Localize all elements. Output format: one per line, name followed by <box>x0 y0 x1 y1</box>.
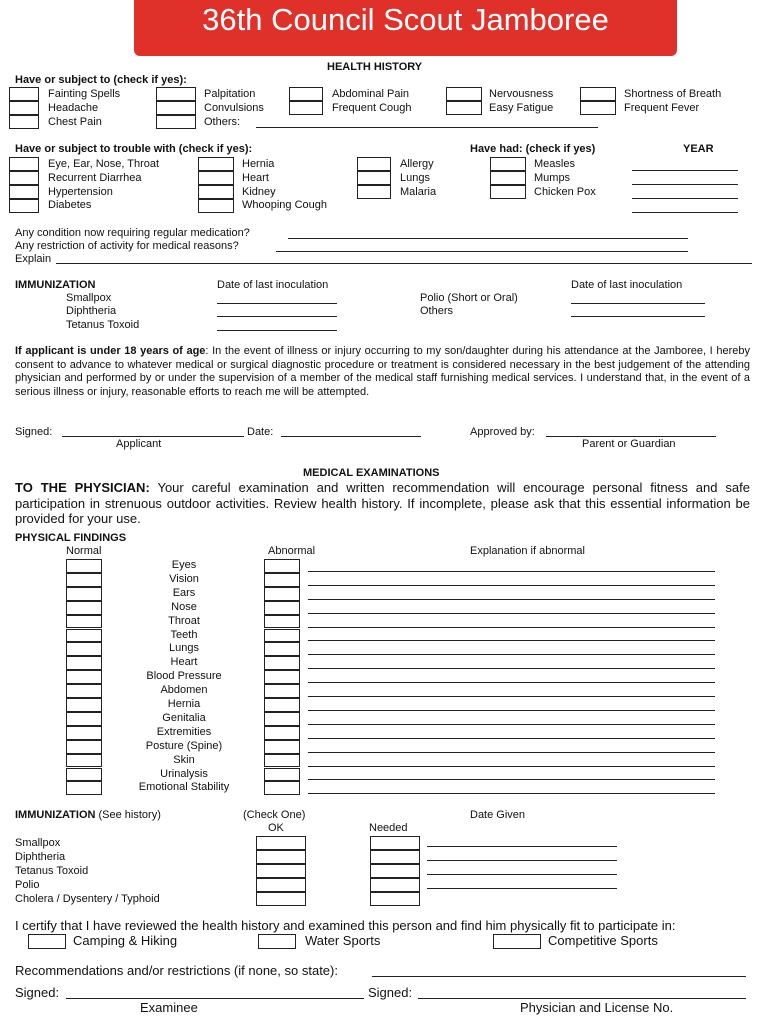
explanation-line[interactable] <box>308 571 715 572</box>
checkbox-palpitation[interactable] <box>156 87 196 101</box>
label-polio: Polio (Short or Oral) <box>420 292 518 304</box>
date-given-header: Date Given <box>470 809 526 821</box>
explanation-line[interactable] <box>308 627 715 628</box>
abnormal-checkbox[interactable] <box>264 559 300 573</box>
abnormal-checkbox[interactable] <box>264 781 300 795</box>
normal-checkbox[interactable] <box>66 768 102 782</box>
finding-label: Lungs <box>169 642 199 655</box>
abnormal-checkbox[interactable] <box>264 768 300 782</box>
label-smallpox: Smallpox <box>66 292 112 304</box>
consent-paragraph <box>15 345 750 399</box>
checkbox-easy-fatigue[interactable] <box>446 101 482 115</box>
abnormal-checkbox[interactable] <box>264 698 300 712</box>
label-water-sports: Water Sports <box>305 933 381 948</box>
checkbox-frequent-fever[interactable] <box>580 101 616 115</box>
immunization2-label: Diphtheria <box>15 851 66 863</box>
abnormal-checkbox[interactable] <box>264 684 300 698</box>
label-recurrent-diarrhea: Recurrent Diarrhea <box>48 172 142 184</box>
ok-checkbox[interactable] <box>256 878 306 892</box>
label-whooping-cough: Whooping Cough <box>242 199 328 211</box>
form-title: 36th Council Scout Jamboree <box>202 2 609 37</box>
label-others-immunization: Others <box>420 305 454 317</box>
year-mumps-line[interactable] <box>632 184 738 185</box>
abnormal-checkbox[interactable] <box>264 642 300 656</box>
label-chicken-pox: Chicken Pox <box>534 186 596 198</box>
explanation-line[interactable] <box>308 766 715 767</box>
normal-header: Normal <box>66 545 102 557</box>
recommendations-line[interactable] <box>372 976 746 977</box>
finding-label: Extremities <box>156 725 212 738</box>
subject-to-label: Have or subject to (check if yes): <box>15 74 187 86</box>
physician-signature-line[interactable] <box>418 998 746 999</box>
signed-label-examinee: Signed: <box>15 985 60 1000</box>
ok-checkbox[interactable] <box>256 892 306 906</box>
applicant-signature-line[interactable] <box>62 436 244 437</box>
ok-checkbox[interactable] <box>256 850 306 864</box>
label-measles: Measles <box>534 158 575 170</box>
checkbox-measles[interactable] <box>490 157 526 171</box>
label-others: Others: <box>204 116 241 128</box>
finding-label: Abdomen <box>160 684 208 697</box>
date-line[interactable] <box>281 436 421 437</box>
checkbox-others[interactable] <box>156 115 196 129</box>
finding-label: Throat <box>168 614 200 627</box>
immunization2-label: Tetanus Toxoid <box>15 865 89 877</box>
finding-label: Teeth <box>170 628 198 641</box>
checkbox-abdominal-pain[interactable] <box>289 87 323 101</box>
trouble-with-label: Have or subject to trouble with (check if yes): <box>15 143 253 155</box>
date-given-line[interactable] <box>427 860 617 861</box>
recommendations-label: Recommendations and/or restrictions (if none, so state): <box>15 963 338 978</box>
checkbox-fainting-spells[interactable] <box>9 87 39 101</box>
needed-checkbox[interactable] <box>370 892 420 906</box>
checkbox-malaria[interactable] <box>357 185 391 199</box>
label-hernia: Hernia <box>242 158 275 170</box>
diphtheria-date-line[interactable] <box>217 316 337 317</box>
approved-by-label: Approved by: <box>470 426 535 438</box>
explanation-line[interactable] <box>308 682 715 683</box>
abnormal-checkbox[interactable] <box>264 629 300 643</box>
checkbox-heart[interactable] <box>198 171 234 185</box>
finding-label: Heart <box>170 656 198 669</box>
label-malaria: Malaria <box>400 186 437 198</box>
label-lungs: Lungs <box>400 172 430 184</box>
checkbox-recurrent-diarrhea[interactable] <box>9 171 39 185</box>
immunization-heading: IMMUNIZATION <box>15 279 96 291</box>
normal-checkbox[interactable] <box>66 656 102 670</box>
physician-license-label: Physician and License No. <box>520 1000 674 1015</box>
health-history-heading: HEALTH HISTORY <box>327 61 423 73</box>
checkbox-water-sports[interactable] <box>258 934 296 949</box>
normal-checkbox[interactable] <box>66 754 102 768</box>
parent-guardian-label: Parent or Guardian <box>582 438 676 450</box>
checkbox-convulsions[interactable] <box>156 101 196 115</box>
physician-lead: TO THE PHYSICIAN: <box>15 480 150 495</box>
label-allergy: Allergy <box>400 158 434 170</box>
checkbox-camping-hiking[interactable] <box>28 934 66 949</box>
finding-label: Genitalia <box>162 711 206 724</box>
label-shortness-of-breath: Shortness of Breath <box>624 88 722 100</box>
explain-line[interactable] <box>56 263 752 264</box>
label-camping-hiking: Camping & Hiking <box>73 933 178 948</box>
label-heart: Heart <box>242 172 269 184</box>
abnormal-header: Abnormal <box>268 545 316 557</box>
signed-label-applicant: Signed: <box>15 426 53 438</box>
explanation-line[interactable] <box>308 738 715 739</box>
immunization2-heading: IMMUNIZATION <box>15 809 96 821</box>
explain-label: Explain <box>15 253 52 265</box>
label-competitive-sports: Competitive Sports <box>548 933 658 948</box>
checkbox-lungs[interactable] <box>357 171 391 185</box>
abnormal-checkbox[interactable] <box>264 670 300 684</box>
normal-checkbox[interactable] <box>66 684 102 698</box>
checkbox-frequent-cough[interactable] <box>289 101 323 115</box>
label-abdominal-pain: Abdominal Pain <box>332 88 410 100</box>
abnormal-checkbox[interactable] <box>264 601 300 615</box>
date-given-line[interactable] <box>427 874 617 875</box>
finding-label: Posture (Spine) <box>145 739 223 752</box>
explanation-line[interactable] <box>308 793 715 794</box>
finding-label: Eyes <box>171 559 197 571</box>
year-chicken-pox-line[interactable] <box>632 198 738 199</box>
abnormal-checkbox[interactable] <box>264 656 300 670</box>
abnormal-checkbox[interactable] <box>264 740 300 754</box>
label-headache: Headache <box>48 102 99 114</box>
normal-checkbox[interactable] <box>66 670 102 684</box>
label-diphtheria: Diphtheria <box>66 305 117 317</box>
label-palpitation: Palpitation <box>204 88 256 100</box>
medical-exam-heading: MEDICAL EXAMINATIONS <box>303 467 440 479</box>
label-easy-fatigue: Easy Fatigue <box>489 102 554 114</box>
label-tetanus-toxoid: Tetanus Toxoid <box>66 319 140 331</box>
explanation-line[interactable] <box>308 696 715 697</box>
label-kidney: Kidney <box>242 186 276 198</box>
label-eent: Eye, Ear, Nose, Throat <box>48 158 160 170</box>
checkbox-shortness-of-breath[interactable] <box>580 87 616 101</box>
year-label: YEAR <box>683 143 714 155</box>
date-last-inoculation-label-left: Date of last inoculation <box>217 279 329 291</box>
finding-label: Urinalysis <box>160 767 208 780</box>
immunization2-heading-line <box>15 809 161 822</box>
explanation-line[interactable] <box>308 724 715 725</box>
needed-checkbox[interactable] <box>370 850 420 864</box>
form-title-banner <box>134 0 677 56</box>
finding-label: Hernia <box>167 698 201 710</box>
normal-checkbox[interactable] <box>66 559 102 573</box>
applicant-label: Applicant <box>116 438 162 450</box>
normal-checkbox[interactable] <box>66 781 102 795</box>
abnormal-checkbox[interactable] <box>264 754 300 768</box>
abnormal-checkbox[interactable] <box>264 726 300 740</box>
label-diabetes: Diabetes <box>48 199 92 211</box>
abnormal-checkbox[interactable] <box>264 712 300 726</box>
label-nervousness: Nervousness <box>489 88 554 100</box>
tetanus-date-line[interactable] <box>217 330 337 331</box>
date-given-line[interactable] <box>427 846 617 847</box>
signed-label-physician: Signed: <box>368 985 413 1000</box>
normal-checkbox[interactable] <box>66 587 102 601</box>
label-hypertension: Hypertension <box>48 186 113 198</box>
label-convulsions: Convulsions <box>204 102 264 114</box>
label-frequent-cough: Frequent Cough <box>332 102 412 114</box>
needed-checkbox[interactable] <box>370 878 420 892</box>
explanation-line[interactable] <box>308 640 715 641</box>
label-mumps: Mumps <box>534 172 571 184</box>
needed-checkbox[interactable] <box>370 864 420 878</box>
explanation-line[interactable] <box>308 710 715 711</box>
normal-checkbox[interactable] <box>66 712 102 726</box>
medication-answer-line[interactable] <box>288 238 688 239</box>
normal-checkbox[interactable] <box>66 698 102 712</box>
immunization2-label: Smallpox <box>15 837 61 849</box>
explanation-line[interactable] <box>308 668 715 669</box>
approved-by-line[interactable] <box>546 436 716 437</box>
consent-lead: If applicant is under 18 years of age <box>15 345 206 357</box>
normal-checkbox[interactable] <box>66 726 102 740</box>
year-extra-line[interactable] <box>632 212 738 213</box>
see-history-label: (See history) <box>98 809 161 821</box>
explanation-line[interactable] <box>308 779 715 780</box>
check-one-label: (Check One) <box>243 809 306 821</box>
checkbox-hernia[interactable] <box>198 157 234 171</box>
examinee-label: Examinee <box>140 1000 198 1015</box>
needed-checkbox[interactable] <box>370 836 420 850</box>
immunization2-label: Cholera / Dysentery / Typhoid <box>15 893 160 905</box>
checkbox-chicken-pox[interactable] <box>490 185 526 199</box>
finding-label: Skin <box>173 753 195 766</box>
physical-findings-heading: PHYSICAL FINDINGS <box>15 532 127 544</box>
needed-header: Needed <box>369 822 408 834</box>
checkbox-mumps[interactable] <box>490 171 526 185</box>
medication-question: Any condition now requiring regular medication? <box>15 227 250 239</box>
date-last-inoculation-label-right: Date of last inoculation <box>571 279 683 291</box>
polio-date-line[interactable] <box>571 303 705 304</box>
smallpox-date-line[interactable] <box>217 303 337 304</box>
explanation-line[interactable] <box>308 654 715 655</box>
finding-label: Emotional Stability <box>138 781 230 794</box>
restriction-question: Any restriction of activity for medical reasons? <box>15 240 239 252</box>
ok-checkbox[interactable] <box>256 836 306 850</box>
certify-text: I certify that I have reviewed the health history and examined this person and find him physically fit to participate in: <box>15 918 676 933</box>
checkbox-allergy[interactable] <box>357 157 391 171</box>
abnormal-checkbox[interactable] <box>264 615 300 629</box>
finding-label: Blood Pressure <box>146 670 222 683</box>
checkbox-diabetes[interactable] <box>9 199 39 213</box>
date-given-line[interactable] <box>427 888 617 889</box>
label-frequent-fever: Frequent Fever <box>624 102 700 114</box>
explanation-header: Explanation if abnormal <box>470 545 585 557</box>
checkbox-eent[interactable] <box>9 157 39 171</box>
consent-text: : In the event of illness or injury occurring to my son/daughter during his attendance at the Jamboree, I hereby consent to advance to whatever medical or surgical diagnostic procedure or treatment is considered necessary in the best judgement of the attending physician and performed by or under the supervision of a member of the medical staff furnishing medical services. I understand that, in the event of a serious illness or injury, reasonable efforts to reach me will be attempted. <box>15 345 750 398</box>
physician-text: Your careful examination and written recommendation will encourage personal fitness and safe participation in strenuous outdoor activities. Review health history. If incomplete, please ask that this essential information be provided for your use. <box>15 480 750 526</box>
normal-checkbox[interactable] <box>66 615 102 629</box>
explanation-line[interactable] <box>308 752 715 753</box>
restriction-answer-line[interactable] <box>276 251 688 252</box>
year-measles-line[interactable] <box>632 170 738 171</box>
explanation-line[interactable] <box>308 585 715 586</box>
finding-label: Vision <box>169 572 199 585</box>
normal-checkbox[interactable] <box>66 601 102 615</box>
physician-paragraph <box>15 480 750 527</box>
have-had-label: Have had: (check if yes) <box>470 143 596 155</box>
finding-label: Ears <box>172 586 196 599</box>
label-chest-pain: Chest Pain <box>48 116 102 128</box>
explanation-line[interactable] <box>308 599 715 600</box>
others-date-line[interactable] <box>571 316 705 317</box>
date-label: Date: <box>247 426 274 438</box>
checkbox-competitive-sports[interactable] <box>493 934 541 949</box>
abnormal-checkbox[interactable] <box>264 573 300 587</box>
checkbox-hypertension[interactable] <box>9 185 39 199</box>
checkbox-headache[interactable] <box>9 101 39 115</box>
normal-checkbox[interactable] <box>66 740 102 754</box>
immunization2-label: Polio <box>15 879 40 891</box>
checkbox-chest-pain[interactable] <box>9 115 39 129</box>
examinee-signature-line[interactable] <box>66 998 364 999</box>
checkbox-nervousness[interactable] <box>446 87 482 101</box>
explanation-line[interactable] <box>308 613 715 614</box>
others-input-line[interactable] <box>256 127 598 128</box>
abnormal-checkbox[interactable] <box>264 587 300 601</box>
checkbox-whooping-cough[interactable] <box>198 199 234 213</box>
ok-header: OK <box>268 822 284 834</box>
finding-label: Nose <box>171 600 197 613</box>
normal-checkbox[interactable] <box>66 573 102 587</box>
checkbox-kidney[interactable] <box>198 185 234 199</box>
normal-checkbox[interactable] <box>66 642 102 656</box>
ok-checkbox[interactable] <box>256 864 306 878</box>
normal-checkbox[interactable] <box>66 629 102 643</box>
label-fainting-spells: Fainting Spells <box>48 88 121 100</box>
